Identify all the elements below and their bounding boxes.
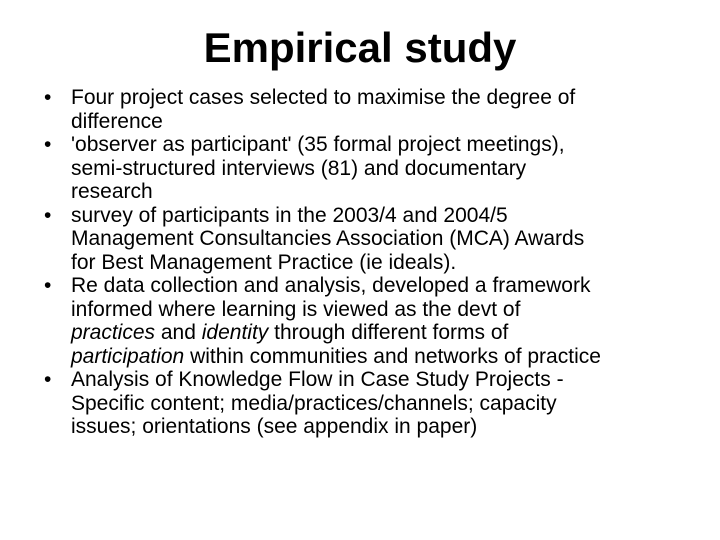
- bullet-item: [44, 133, 704, 204]
- bullet-item: [44, 274, 704, 368]
- bullet-text-part: Re data collection and analysis, developed a framework informed where learning is viewed as the devt of: [71, 274, 591, 321]
- emphasis-practices: practices: [71, 321, 156, 344]
- bullet-text-part: through different forms of: [274, 321, 509, 344]
- bullet-text: Four project cases selected to maximise the degree of difference: [71, 86, 576, 133]
- bullet-list: [44, 86, 704, 439]
- bullet-text: survey of participants in the 2003/4 and 2004/5 Management Consultancies Association (MCA) Awards for Best Management Practice (ie ideals).: [71, 203, 585, 274]
- bullet-text: [71, 274, 601, 368]
- bullet-text: Analysis of Knowledge Flow in Case Study Projects - Specific content; media/practices/channels; capacity issues; orientations (see appendix in paper): [71, 368, 564, 438]
- emphasis-identity: identity: [201, 321, 269, 344]
- emphasis-participation: participation: [71, 344, 185, 368]
- bullet-icon: •: [44, 368, 52, 391]
- bullet-icon: •: [44, 86, 52, 109]
- bullet-item: [44, 204, 704, 275]
- bullet-item: [44, 86, 704, 133]
- bullet-text: 'observer as participant' (35 formal project meetings), semi-structured interviews (81) and documentary research: [71, 133, 565, 203]
- bullet-icon: •: [44, 133, 52, 156]
- bullet-item: [44, 368, 704, 439]
- bullet-text-part: and: [155, 321, 202, 344]
- bullet-text-part: within communities and networks of practice: [184, 344, 601, 368]
- slide-title: Empirical study: [203, 24, 517, 71]
- bullet-icon: •: [44, 203, 52, 227]
- bullet-icon: •: [44, 274, 52, 297]
